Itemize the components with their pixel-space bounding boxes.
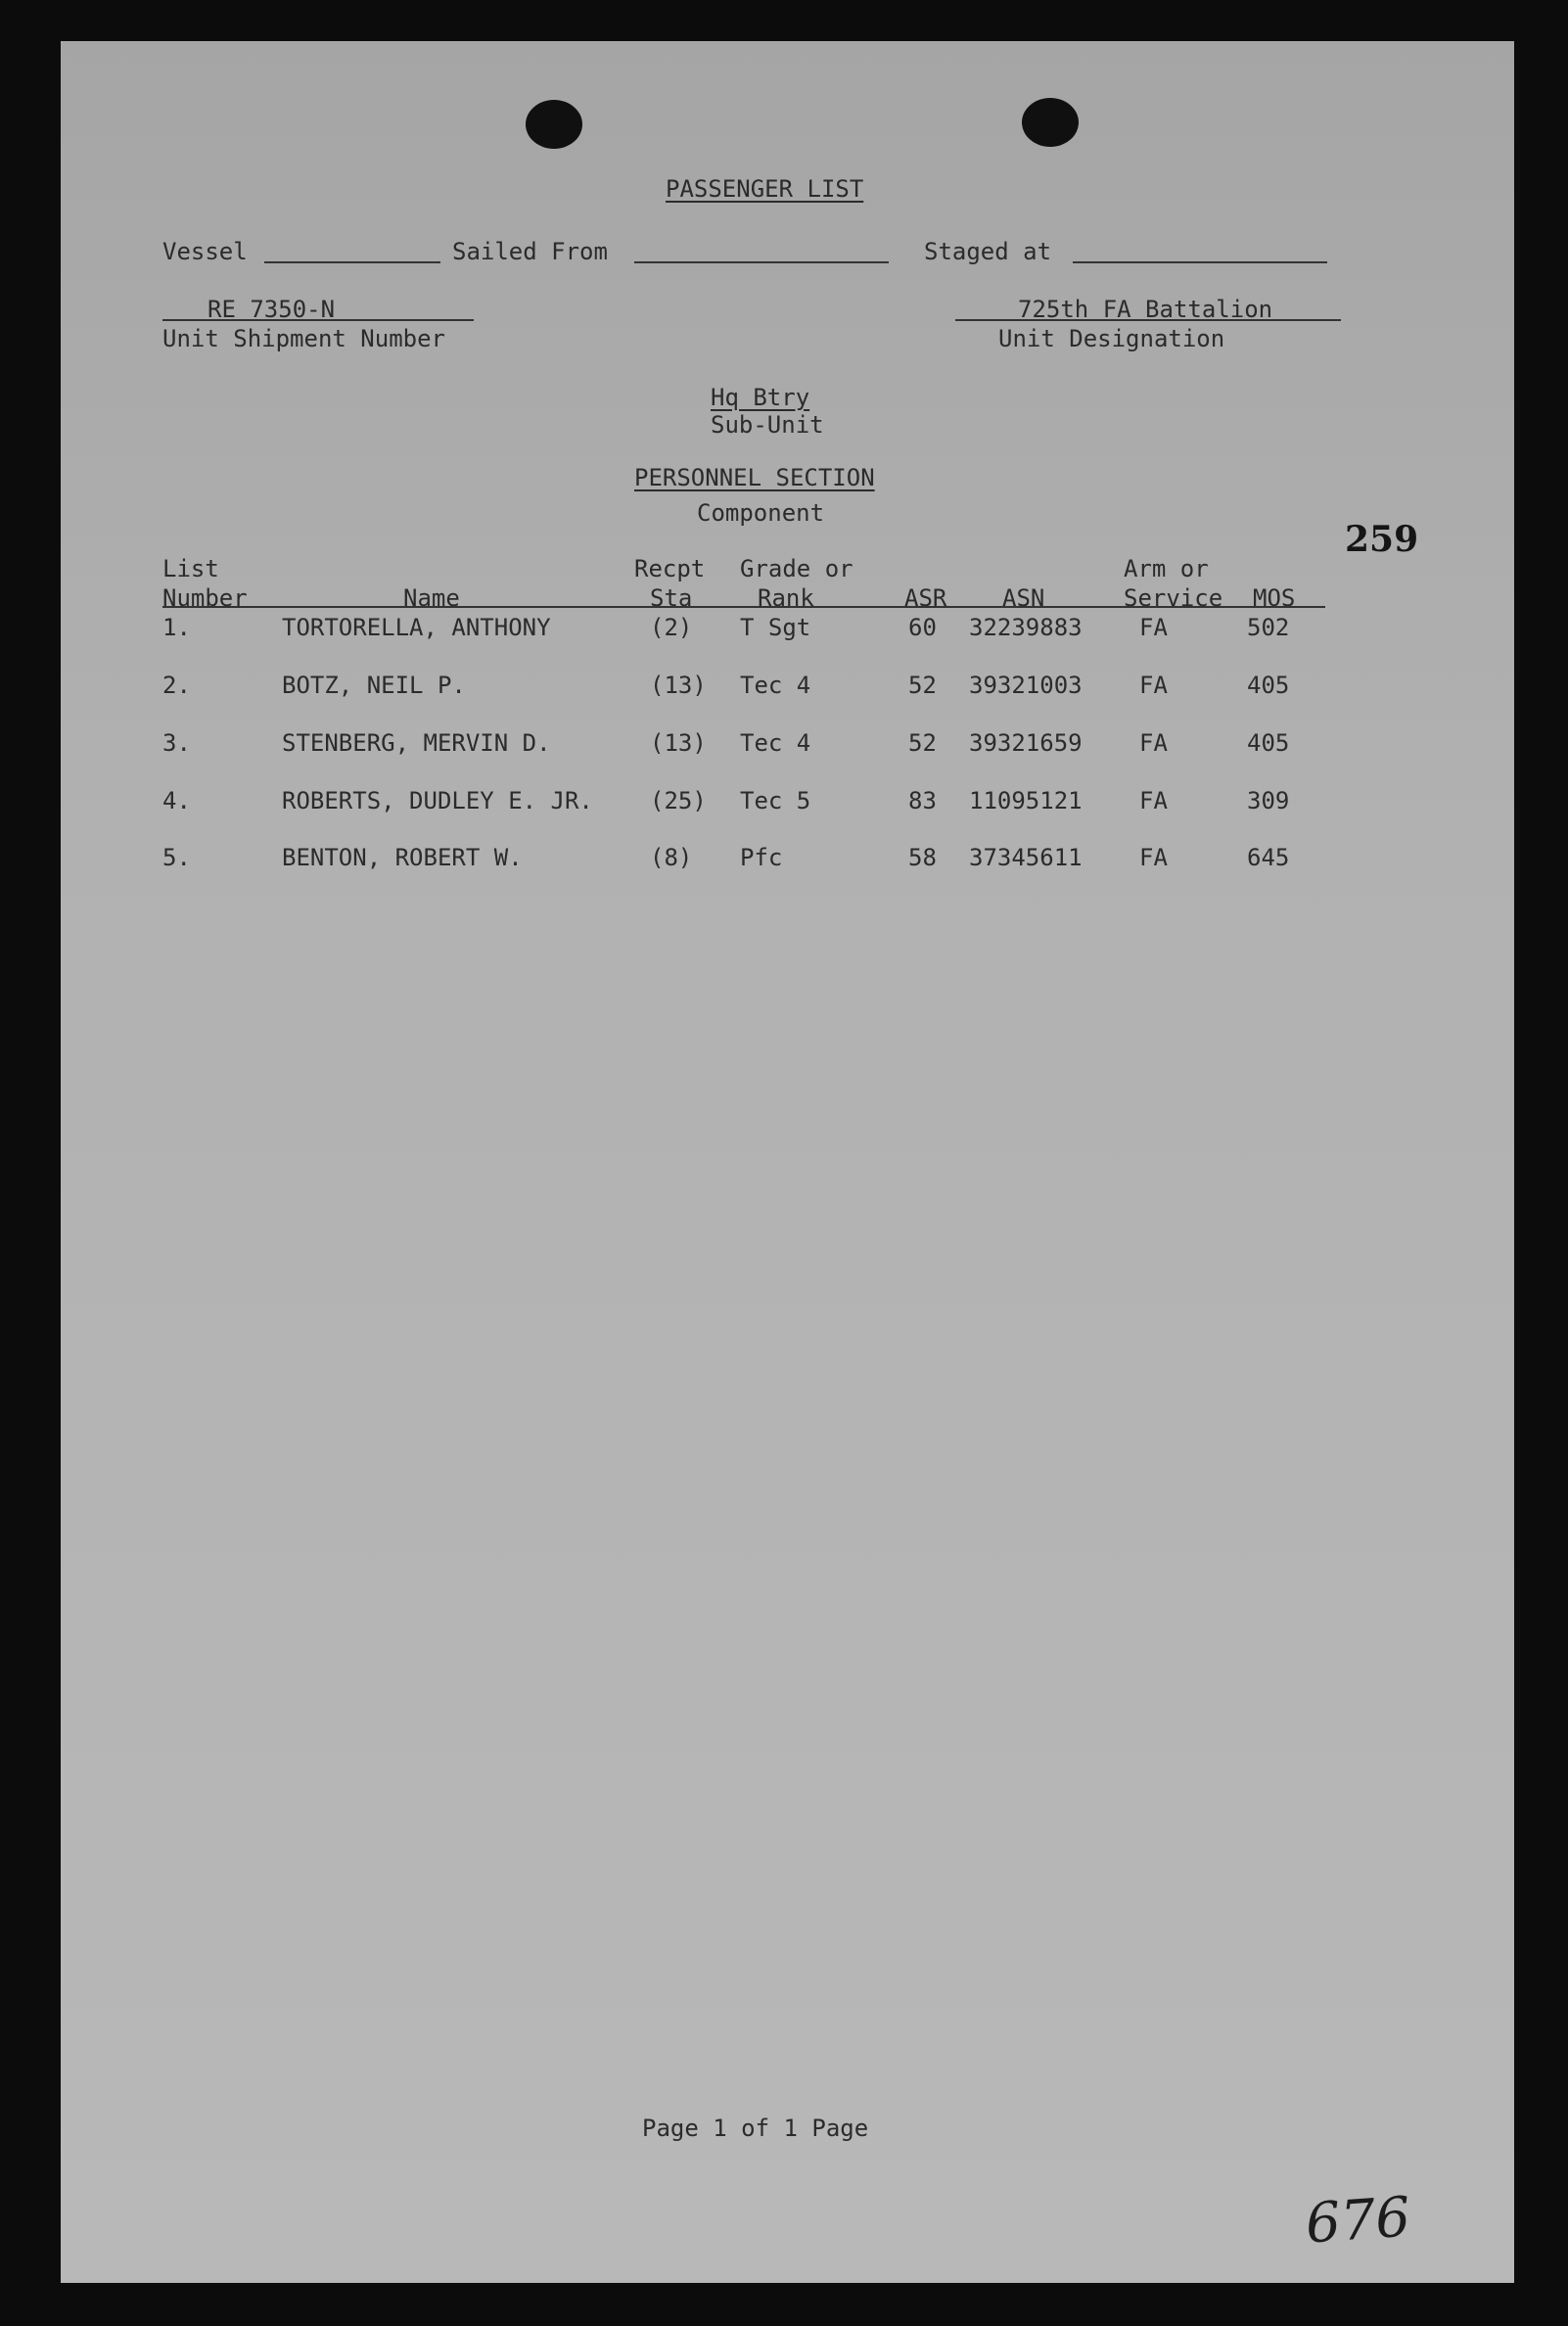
row-asn: 32239883 bbox=[969, 614, 1083, 641]
table-row bbox=[0, 614, 1568, 653]
staged-at-label: Staged at bbox=[924, 238, 1052, 265]
row-asr: 60 bbox=[908, 614, 937, 641]
row-recpt: (8) bbox=[650, 844, 693, 871]
sailed-from-label: Sailed From bbox=[452, 238, 608, 265]
row-arm: FA bbox=[1139, 672, 1168, 699]
shipment-number-line bbox=[162, 319, 474, 321]
vessel-label: Vessel bbox=[162, 238, 248, 265]
row-mos: 405 bbox=[1247, 672, 1290, 699]
header-number: Number bbox=[162, 584, 248, 612]
row-mos: 309 bbox=[1247, 787, 1290, 814]
table-row bbox=[0, 672, 1568, 711]
row-grade: T Sgt bbox=[740, 614, 811, 641]
row-asr: 52 bbox=[908, 729, 937, 757]
header-mos: MOS bbox=[1253, 584, 1296, 612]
row-mos: 405 bbox=[1247, 729, 1290, 757]
row-recpt: (25) bbox=[650, 787, 707, 814]
vessel-blank bbox=[264, 261, 440, 263]
row-name: BENTON, ROBERT W. bbox=[282, 844, 523, 871]
handwritten-number: 676 bbox=[1303, 2185, 1413, 2256]
header-sta: Sta bbox=[650, 584, 693, 612]
row-asn: 39321003 bbox=[969, 672, 1083, 699]
row-asn: 37345611 bbox=[969, 844, 1083, 871]
staged-at-blank bbox=[1073, 261, 1327, 263]
header-rule bbox=[162, 606, 1325, 608]
unit-designation-line bbox=[955, 319, 1341, 321]
row-number: 3. bbox=[162, 729, 191, 757]
row-grade: Pfc bbox=[740, 844, 783, 871]
header-asr: ASR bbox=[904, 584, 947, 612]
page-footer: Page 1 of 1 Page bbox=[642, 2115, 869, 2142]
row-arm: FA bbox=[1139, 614, 1168, 641]
row-arm: FA bbox=[1139, 844, 1168, 871]
header-grade-or: Grade or bbox=[740, 555, 853, 582]
row-asr: 52 bbox=[908, 672, 937, 699]
row-asr: 58 bbox=[908, 844, 937, 871]
header-asn: ASN bbox=[1002, 584, 1045, 612]
document-title: PASSENGER LIST bbox=[666, 175, 864, 203]
row-grade: Tec 4 bbox=[740, 729, 811, 757]
row-asr: 83 bbox=[908, 787, 937, 814]
shipment-number-value: RE 7350-N bbox=[208, 296, 336, 323]
component-value: PERSONNEL SECTION bbox=[634, 464, 875, 491]
row-asn: 39321659 bbox=[969, 729, 1083, 757]
table-row bbox=[0, 844, 1568, 883]
row-recpt: (2) bbox=[650, 614, 693, 641]
row-name: BOTZ, NEIL P. bbox=[282, 672, 466, 699]
row-number: 4. bbox=[162, 787, 191, 814]
unit-designation-value: 725th FA Battalion bbox=[1018, 296, 1273, 323]
header-recpt: Recpt bbox=[634, 555, 706, 582]
unit-designation-label: Unit Designation bbox=[998, 325, 1225, 352]
row-recpt: (13) bbox=[650, 672, 707, 699]
row-grade: Tec 5 bbox=[740, 787, 811, 814]
sailed-from-blank bbox=[634, 261, 889, 263]
row-arm: FA bbox=[1139, 787, 1168, 814]
stamp-number: 259 bbox=[1345, 519, 1419, 560]
sub-unit-value: Hq Btry bbox=[711, 384, 810, 411]
document-page bbox=[61, 41, 1514, 2283]
header-service: Service bbox=[1124, 584, 1223, 612]
header-arm-or: Arm or bbox=[1124, 555, 1209, 582]
row-number: 1. bbox=[162, 614, 191, 641]
row-mos: 645 bbox=[1247, 844, 1290, 871]
shipment-number-label: Unit Shipment Number bbox=[162, 325, 445, 352]
punch-hole bbox=[1022, 98, 1079, 147]
row-number: 5. bbox=[162, 844, 191, 871]
row-name: TORTORELLA, ANTHONY bbox=[282, 614, 551, 641]
table-row bbox=[0, 787, 1568, 826]
row-number: 2. bbox=[162, 672, 191, 699]
row-recpt: (13) bbox=[650, 729, 707, 757]
row-mos: 502 bbox=[1247, 614, 1290, 641]
sub-unit-label: Sub-Unit bbox=[711, 411, 824, 439]
row-arm: FA bbox=[1139, 729, 1168, 757]
punch-hole bbox=[526, 100, 582, 149]
row-asn: 11095121 bbox=[969, 787, 1083, 814]
component-label: Component bbox=[697, 499, 825, 527]
header-name: Name bbox=[403, 584, 460, 612]
header-list: List bbox=[162, 555, 219, 582]
row-grade: Tec 4 bbox=[740, 672, 811, 699]
row-name: STENBERG, MERVIN D. bbox=[282, 729, 551, 757]
header-rank: Rank bbox=[758, 584, 814, 612]
table-row bbox=[0, 729, 1568, 768]
row-name: ROBERTS, DUDLEY E. JR. bbox=[282, 787, 593, 814]
